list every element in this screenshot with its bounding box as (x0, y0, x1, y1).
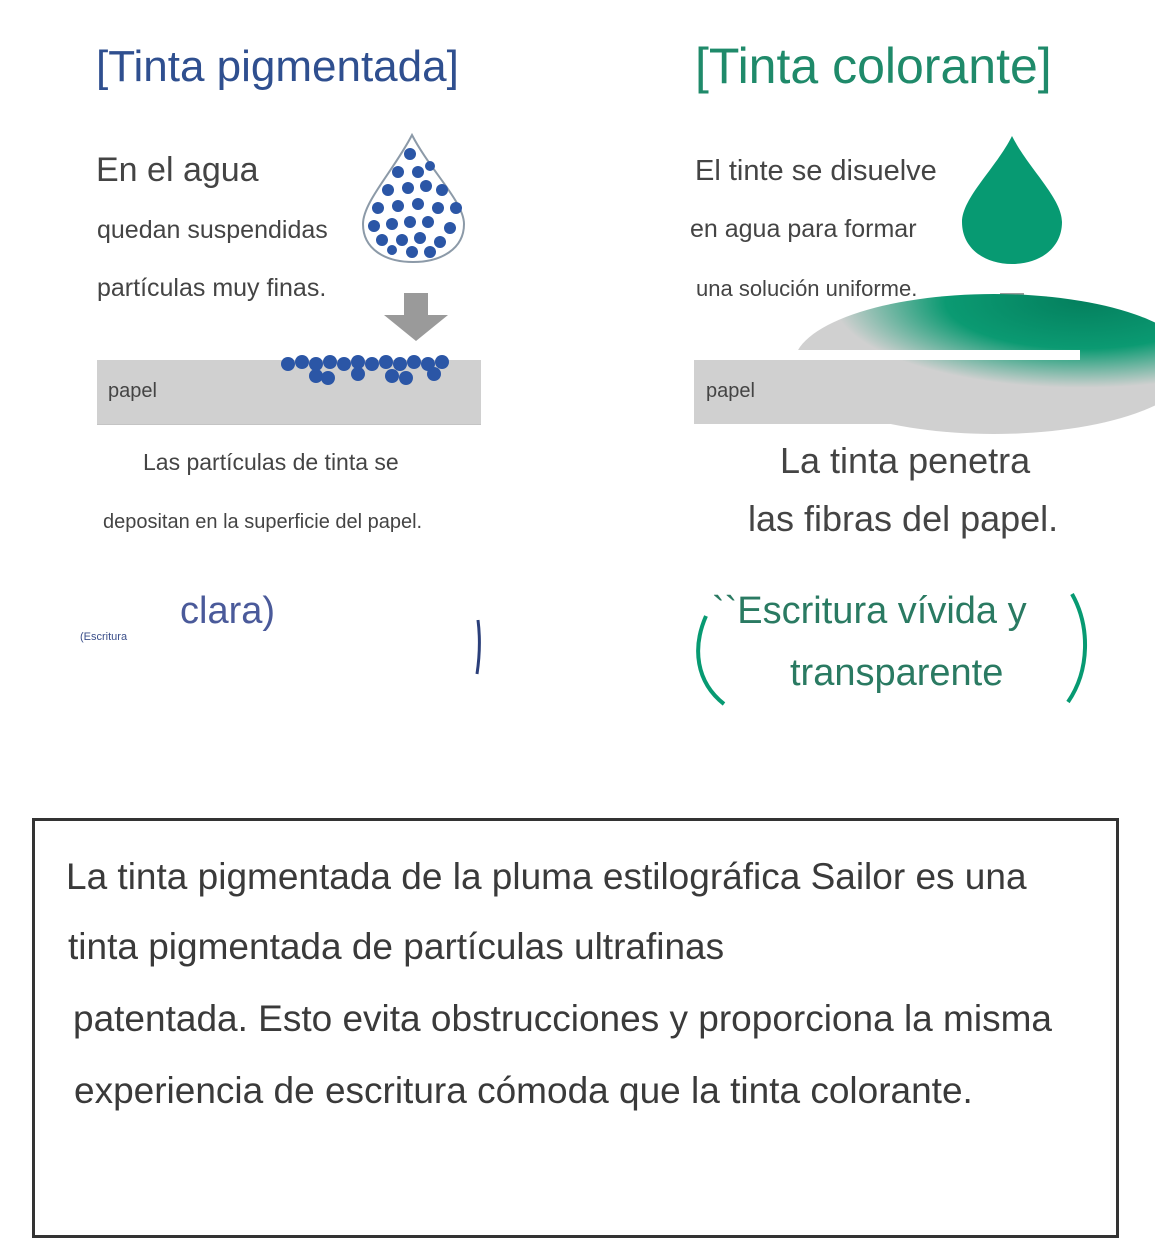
pigment-result-line-2: depositan en la superficie del papel. (103, 511, 423, 533)
info-line-1: La tinta pigmentada de la pluma estilográfica Sailor es una (66, 856, 1027, 897)
info-line-2: tinta pigmentada de partículas ultrafinas (68, 926, 725, 967)
dye-paper-label: papel (706, 380, 755, 402)
info-line-3: patentada. Esto evita obstrucciones y proporciona la misma (73, 998, 1052, 1039)
dye-writing-line-2: transparente (790, 652, 1004, 694)
pigment-writing-large: clara) (180, 590, 276, 632)
pigment-desc-line-2: quedan suspendidas (97, 216, 328, 244)
pigment-desc-line-3: partículas muy finas. (97, 274, 327, 302)
pigment-desc-line-1: En el agua (96, 151, 259, 189)
dye-writing-line-1: ``Escritura vívida y (712, 590, 1027, 632)
info-line-4: experiencia de escritura cómoda que la tinta colorante. (74, 1070, 973, 1111)
particle-drop-icon (360, 132, 470, 267)
pigment-writing-bracket (474, 618, 482, 678)
dye-writing-bracket-right (1060, 592, 1090, 708)
dye-desc-line-1: El tinte se disuelve (695, 155, 937, 187)
info-box (32, 818, 1119, 1238)
dye-desc-line-3: una solución uniforme. (696, 276, 918, 301)
dye-title: [Tinta colorante] (695, 38, 1052, 94)
pigment-title: [Tinta pigmentada] (96, 42, 459, 91)
dye-desc-line-2: en agua para formar (690, 215, 917, 243)
down-arrow-icon (382, 293, 450, 343)
deposited-particles (280, 352, 460, 388)
solid-drop-icon (960, 134, 1066, 266)
pigment-paper-label: papel (108, 380, 157, 402)
pigment-writing-small: (Escritura (80, 631, 128, 643)
pigment-result-line-1: Las partículas de tinta se (143, 449, 399, 475)
dye-result-line-2: las fibras del papel. (748, 498, 1059, 539)
dye-result-line-1: La tinta penetra (780, 440, 1031, 481)
